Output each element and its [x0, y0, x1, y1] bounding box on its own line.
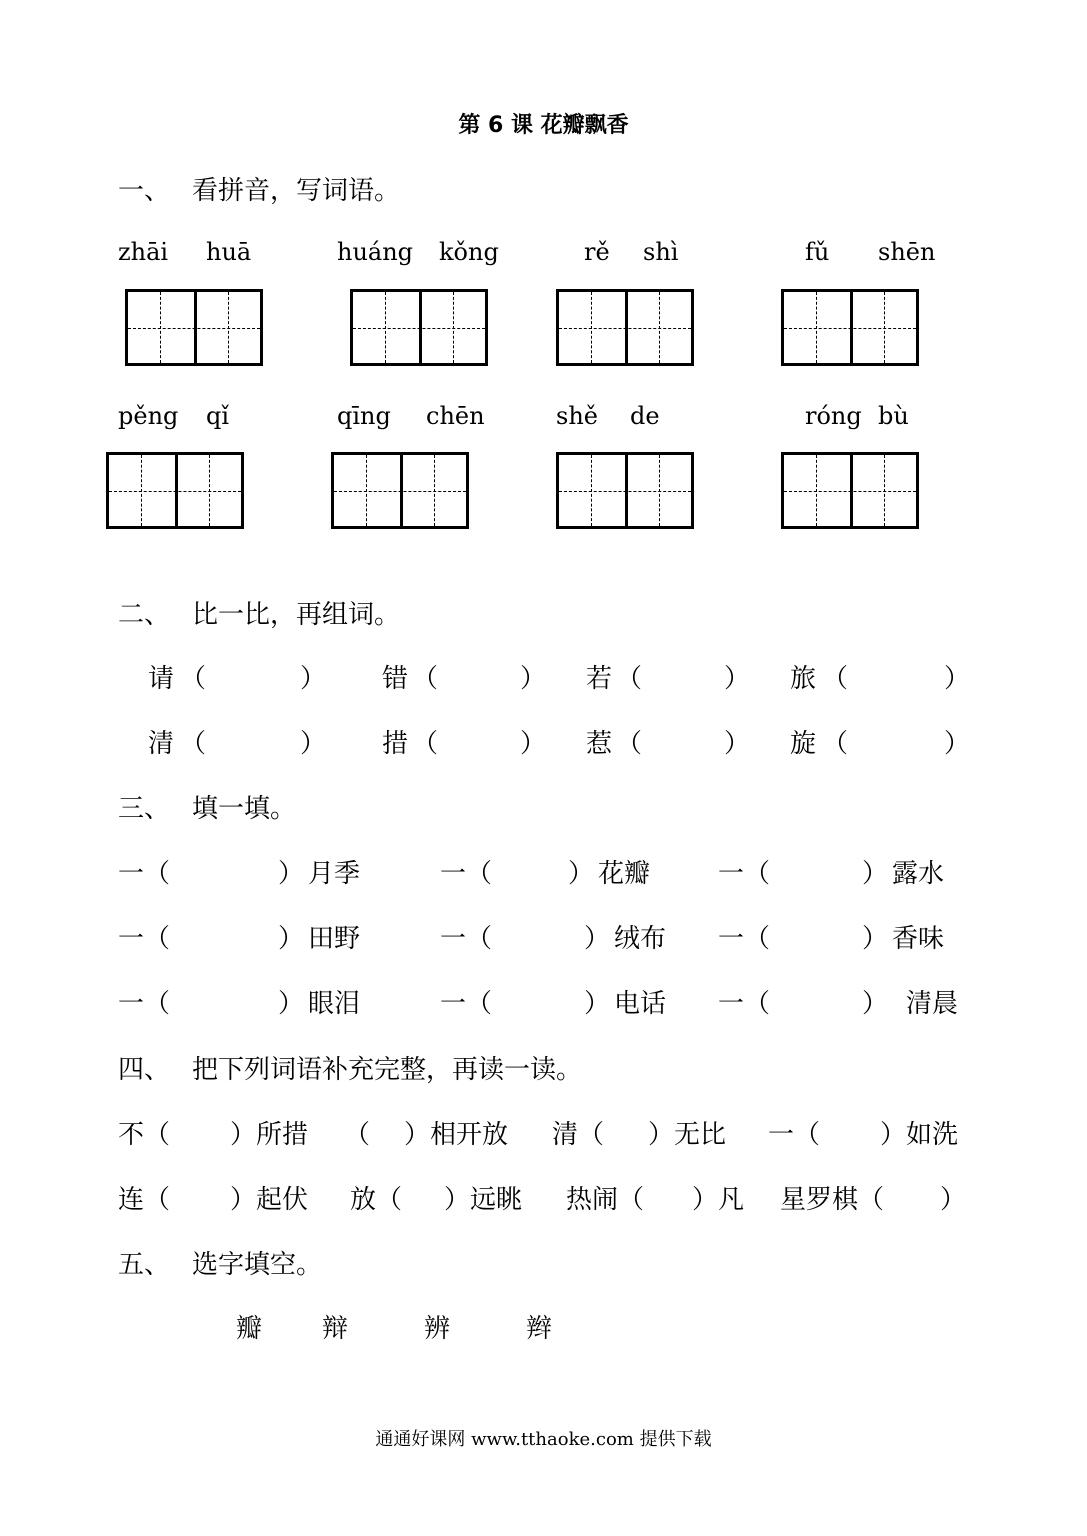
footer-credit: 通通好课网 www.tthaoke.com 提供下载: [375, 1429, 712, 1450]
compare-char: 若: [586, 664, 613, 694]
idiom-part: ）远眺: [444, 1185, 523, 1215]
idiom-part: ）所措: [230, 1120, 309, 1150]
blank-open: （: [616, 729, 643, 759]
section-4-heading: 把下列词语补充完整，再读一读。: [192, 1055, 583, 1085]
pinyin-8a: róng: [805, 402, 862, 430]
fill-close: ）: [862, 989, 889, 1019]
section-1-heading: 看拼音，写词语。: [192, 176, 401, 206]
pinyin-2b: kǒng: [439, 238, 499, 266]
blank-close: ）: [944, 729, 971, 759]
section-5-number: 五、: [118, 1250, 171, 1280]
writing-grid-2[interactable]: [350, 289, 488, 366]
pinyin-6a: qīng: [337, 402, 391, 430]
idiom-part: ）: [940, 1185, 967, 1215]
fill-prefix: 一（: [440, 924, 493, 954]
idiom-part: 一（: [768, 1120, 821, 1150]
pinyin-7b: de: [630, 402, 660, 430]
pinyin-4b: shēn: [878, 238, 936, 266]
pinyin-2a: huáng: [337, 238, 414, 266]
fill-prefix: 一（: [118, 924, 171, 954]
blank-close: ）: [300, 729, 327, 759]
section-2-heading: 比一比，再组词。: [192, 600, 401, 630]
blank-close: ）: [724, 729, 751, 759]
idiom-part: ）如洗: [880, 1120, 959, 1150]
pinyin-6b: chēn: [426, 402, 485, 430]
section-4-number: 四、: [118, 1055, 171, 1085]
fill-word: 田野: [308, 924, 361, 954]
blank-close: ）: [520, 664, 547, 694]
idiom-part: 清（: [552, 1120, 605, 1150]
pinyin-3a: rě: [584, 238, 610, 266]
writing-grid-6[interactable]: [331, 452, 469, 529]
fill-word: 眼泪: [308, 989, 361, 1019]
page-title: 第 6 课 花瓣飘香: [458, 113, 629, 138]
fill-word: 绒布: [614, 924, 667, 954]
section-3-number: 三、: [118, 794, 171, 824]
section-5-heading: 选字填空。: [192, 1250, 323, 1280]
fill-prefix: 一（: [718, 924, 771, 954]
pinyin-5b: qǐ: [206, 402, 230, 430]
writing-grid-1[interactable]: [125, 289, 263, 366]
fill-prefix: 一（: [118, 989, 171, 1019]
idiom-part: ）相开放: [404, 1120, 509, 1150]
writing-grid-7[interactable]: [556, 452, 694, 529]
idiom-part: 热闹（: [566, 1185, 645, 1215]
blank-close: ）: [944, 664, 971, 694]
fill-word: 香味: [892, 924, 945, 954]
idiom-part: （: [344, 1120, 371, 1150]
choice-char: 瓣: [236, 1314, 263, 1344]
fill-prefix: 一（: [718, 989, 771, 1019]
fill-close: ）: [584, 989, 611, 1019]
fill-word: 清晨: [906, 989, 959, 1019]
choice-char: 辩: [322, 1314, 349, 1344]
fill-word: 花瓣: [598, 859, 651, 889]
section-3-heading: 填一填。: [192, 794, 297, 824]
pinyin-5a: pěng: [118, 402, 179, 430]
idiom-part: 不（: [118, 1120, 171, 1150]
blank-close: ）: [300, 664, 327, 694]
idiom-part: 连（: [118, 1185, 171, 1215]
fill-word: 露水: [892, 859, 945, 889]
fill-close: ）: [584, 924, 611, 954]
blank-open: （: [412, 729, 439, 759]
blank-open: （: [822, 664, 849, 694]
fill-close: ）: [862, 924, 889, 954]
fill-prefix: 一（: [118, 859, 171, 889]
compare-char: 措: [382, 729, 409, 759]
section-1-number: 一、: [118, 176, 171, 206]
pinyin-8b: bù: [878, 402, 909, 430]
blank-open: （: [180, 729, 207, 759]
fill-close: ）: [278, 924, 305, 954]
pinyin-7a: shě: [556, 402, 598, 430]
section-2-number: 二、: [118, 600, 171, 630]
blank-close: ）: [724, 664, 751, 694]
blank-close: ）: [520, 729, 547, 759]
pinyin-4a: fǔ: [805, 238, 830, 266]
blank-open: （: [412, 664, 439, 694]
writing-grid-4[interactable]: [781, 289, 919, 366]
fill-word: 月季: [308, 859, 361, 889]
compare-char: 惹: [586, 729, 613, 759]
compare-char: 旅: [790, 664, 817, 694]
blank-open: （: [180, 664, 207, 694]
fill-close: ）: [278, 859, 305, 889]
blank-open: （: [616, 664, 643, 694]
blank-open: （: [822, 729, 849, 759]
choice-char: 辫: [526, 1314, 553, 1344]
pinyin-3b: shì: [643, 238, 679, 266]
idiom-part: 放（: [350, 1185, 403, 1215]
fill-prefix: 一（: [718, 859, 771, 889]
compare-char: 旋: [790, 729, 817, 759]
fill-close: ）: [568, 859, 595, 889]
fill-prefix: 一（: [440, 989, 493, 1019]
writing-grid-8[interactable]: [781, 452, 919, 529]
fill-word: 电话: [614, 989, 667, 1019]
idiom-part: ）无比: [648, 1120, 727, 1150]
pinyin-1a: zhāi: [118, 238, 169, 266]
idiom-part: ）凡: [692, 1185, 745, 1215]
compare-char: 清: [148, 729, 175, 759]
idiom-part: ）起伏: [230, 1185, 309, 1215]
writing-grid-5[interactable]: [106, 452, 244, 529]
fill-close: ）: [862, 859, 889, 889]
fill-close: ）: [278, 989, 305, 1019]
compare-char: 请: [148, 664, 175, 694]
pinyin-1b: huā: [206, 238, 252, 266]
idiom-part: 星罗棋（: [780, 1185, 885, 1215]
fill-prefix: 一（: [440, 859, 493, 889]
writing-grid-3[interactable]: [556, 289, 694, 366]
compare-char: 错: [382, 664, 409, 694]
choice-char: 辨: [424, 1314, 451, 1344]
